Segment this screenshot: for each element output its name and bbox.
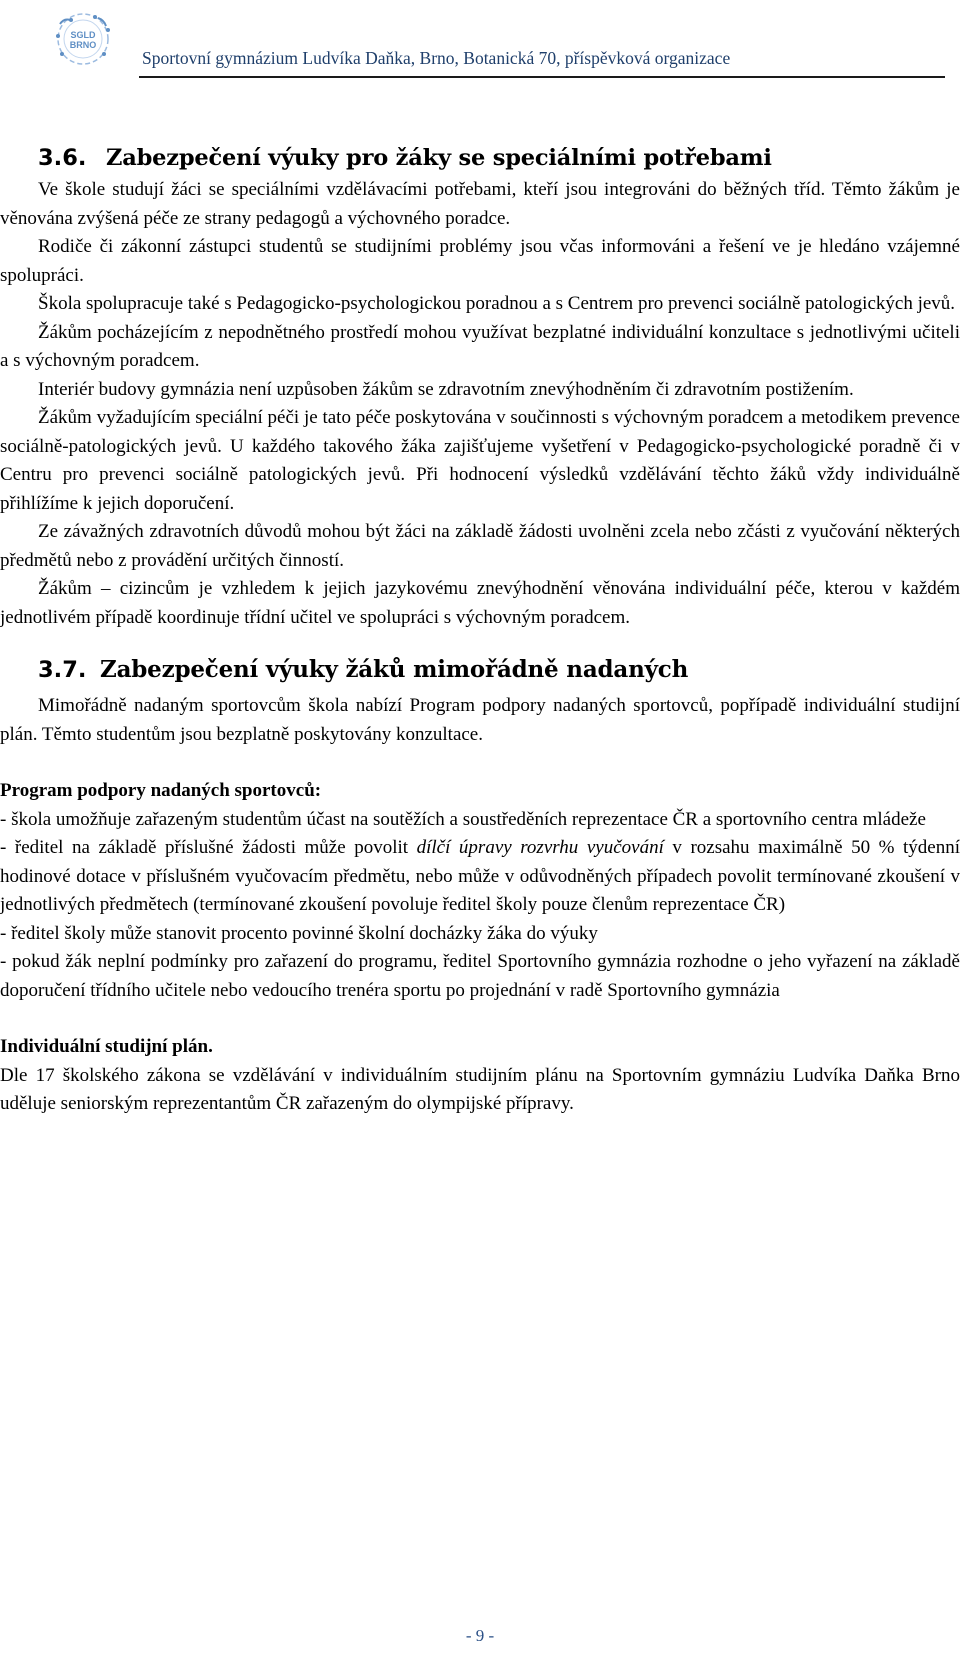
section-number: 3.7. [38, 657, 87, 683]
paragraph: Ze závažných zdravotních důvodů mohou být žáci na základě žádosti uvolněni zcela nebo zčásti z vyučování některých předmětů nebo z provádění určitých činností. [0, 521, 960, 571]
list-item [0, 834, 960, 920]
isp-heading: Individuální studijní plán. [0, 1036, 213, 1057]
section-heading-3-7 [0, 654, 960, 686]
paragraph: Rodiče či zákonní zástupci studentů se studijními problémy jsou včas informováni a řešení ve je hledáno vzájemné spolupráci. [0, 236, 960, 286]
list-item: - ředitel školy může stanovit procento povinné školní docházky žáka do výuky [0, 922, 598, 944]
logo-text-bottom: BRNO [69, 40, 97, 50]
paragraph: Žákům vyžadujícím speciální péči je tato péče poskytována v součinnosti s výchovným poradcem a metodikem prevence sociálně-patologických jevů. U každého takového žáka zajišťujeme vyšetření v Pedagogicko-psychologické poradně či v Centru pro prevenci sociálně patologických jevů. Při hodnocení výsledků vzdělávání těchto žáků vždy individuálně přihlížíme k jejich doporučení. [0, 407, 960, 514]
paragraph: Škola spolupracuje také s Pedagogicko-psychologickou poradnou a s Centrem pro prevenci sociálně patologických jevů. [38, 293, 956, 314]
list-item-text: v rozsahu maximálně 50 % týdenní hodinové dotace v příslušném vyučovacím předmětu, nebo může v odůvodněných případech povolit termínované zkoušení v jednotlivých předmětech (termínované zkoušení povoluje ředitel školy pouze členům reprezentace ČR) [0, 837, 960, 915]
list-item-text: - ředitel na základě příslušné žádosti může povolit [0, 837, 417, 858]
section-title: Zabezpečení výuky pro žáky se speciálními potřebami [106, 145, 772, 171]
paragraph: Žákům – cizincům je vzhledem k jejich jazykovému znevýhodnění věnována individuální péče, kterou v každém jednotlivém případě koordinuje třídní učitel ve spolupráci s výchovným poradcem. [0, 578, 960, 628]
list-item: - škola umožňuje zařazeným studentům účast na soutěžích a soustředěních reprezentace ČR a sportovního centra mládeže [0, 808, 926, 830]
school-logo [38, 8, 128, 74]
paragraph: Žákům pocházejícím z nepodnětného prostředí mohou využívat bezplatné individuální konzultace s jednotlivými učiteli a s výchovným poradcem. [0, 321, 960, 371]
emphasis-text: dílčí úpravy rozvrhu vyučování [416, 837, 664, 858]
program-heading: Program podpory nadaných sportovců: [0, 780, 322, 801]
paragraph: Ve škole studují žáci se speciálními vzdělávacími potřebami, kteří jsou integrováni do běžných tříd. Těmto žákům je věnována zvýšená péče ze strany pedagogů a výchovného poradce. [0, 179, 960, 229]
header-divider [139, 76, 945, 78]
list-item: - pokud žák neplní podmínky pro zařazení do programu, ředitel Sportovního gymnázia rozhodne o jeho vyřazení na základě doporučení třídního učitele nebo vedoucího trenéra sportu po projednání v radě Sportovního gymnázia [0, 951, 960, 1001]
header-title: Sportovní gymnázium Ludvíka Daňka, Brno, Botanická 70, příspěvková organizace [142, 48, 731, 68]
section-number: 3.6. [38, 145, 87, 171]
page-number: - 9 - [465, 1626, 495, 1645]
section-title: Zabezpečení výuky žáků mimořádně nadaných [100, 656, 689, 683]
section-heading-3-6 [0, 142, 960, 174]
paragraph: Interiér budovy gymnázia není uzpůsoben žákům se zdravotním znevýhodněním či zdravotním postižením. [38, 378, 854, 400]
paragraph: Dle 17 školského zákona se vzdělávání v individuálním studijním plánu na Sportovním gymnáziu Ludvíka Daňka Brno uděluje seniorským reprezentantům ČR zařazeným do olympijské přípravy. [0, 1064, 960, 1114]
paragraph: Mimořádně nadaným sportovcům škola nabízí Program podpory nadaných sportovců, popřípadě individuální studijní plán. Těmto studentům jsou bezplatně poskytovány konzultace. [0, 695, 960, 745]
logo-text-hidden: SGLD BRNO [62, 67, 104, 74]
page-header [0, 0, 960, 82]
logo-text-top: SGLD [70, 30, 96, 40]
page-content [0, 142, 960, 1119]
